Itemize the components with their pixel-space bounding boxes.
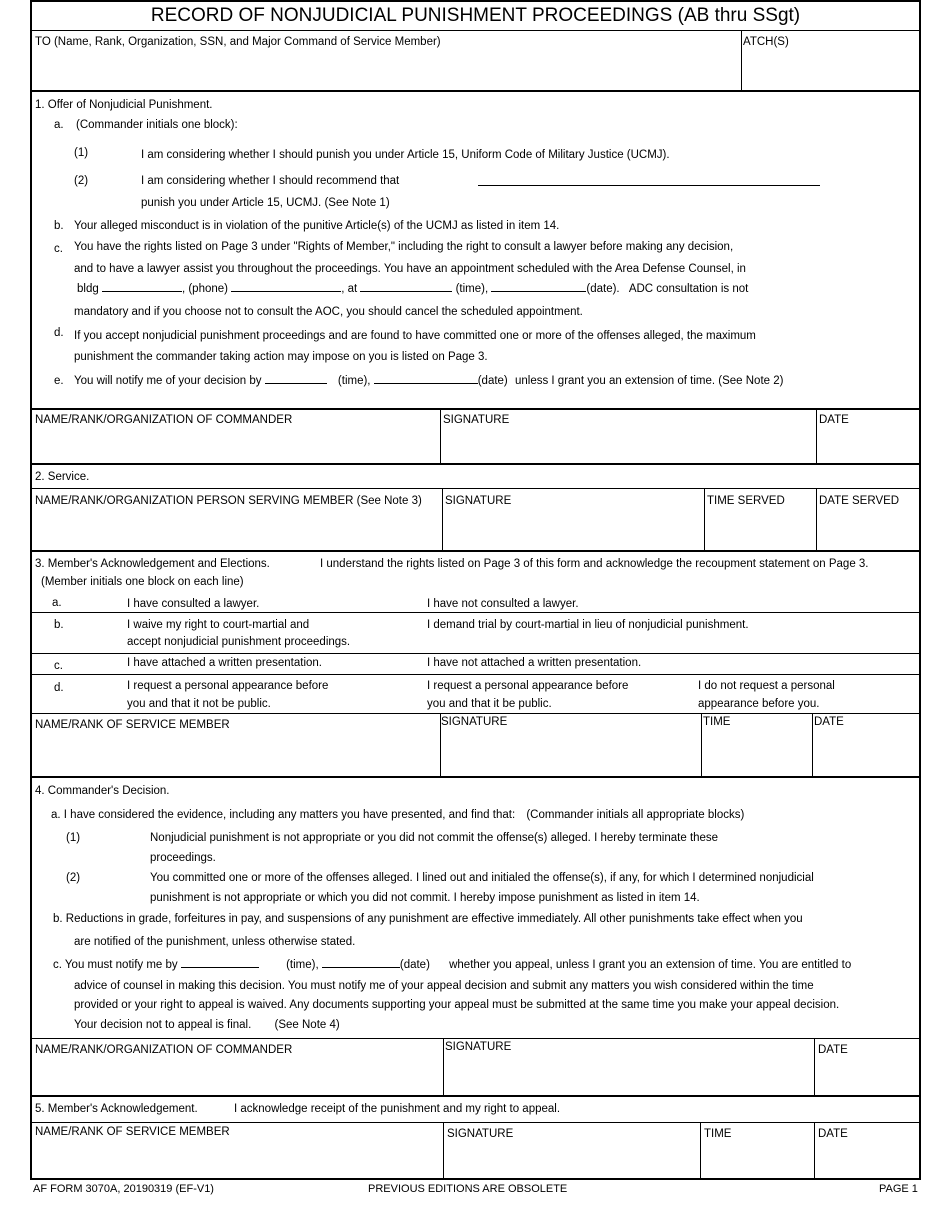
- s1-a-text: (Commander initials one block):: [76, 119, 238, 131]
- recommend-to-field[interactable]: [478, 185, 820, 186]
- appeal-time-field[interactable]: [181, 957, 259, 968]
- atch-label: ATCH(S): [743, 36, 789, 48]
- divider: [816, 409, 817, 464]
- member-time-field[interactable]: [704, 736, 809, 772]
- s3-initials-text: (Member initials one block on each line): [41, 576, 244, 588]
- s4-2-line2: punishment is not appropriate or which you did not commit. I hereby impose punishment as listed in item 14.: [150, 892, 700, 904]
- obsolete-notice: PREVIOUS EDITIONS ARE OBSOLETE: [368, 1183, 568, 1195]
- divider: [32, 550, 919, 552]
- s4-b-line2: are notified of the punishment, unless otherwise stated.: [74, 936, 356, 948]
- divider: [443, 1122, 444, 1180]
- s4-1-number: (1): [66, 832, 81, 844]
- s1-d-letter: d.: [54, 327, 64, 339]
- phone-label: , (phone): [181, 283, 228, 295]
- form-page: [30, 0, 921, 1180]
- date-served-field[interactable]: [819, 512, 917, 546]
- divider: [812, 713, 813, 776]
- divider: [814, 1122, 815, 1180]
- divider: [442, 488, 443, 550]
- s4-c-time-label: (time),: [286, 959, 319, 971]
- commander-signature-field[interactable]: [443, 430, 813, 460]
- waive-line1: I waive my right to court-martial and: [127, 619, 310, 631]
- s4-c-text-cont: whether you appeal, unless I grant you an extension of time. You are entitled to: [449, 959, 852, 971]
- consulted-lawyer-option[interactable]: I have consulted a lawyer.: [127, 598, 260, 610]
- s1-1-text: I am considering whether I should punish you under Article 15, Uniform Code of Military Justice (UCMJ).: [141, 149, 670, 161]
- s4-b-line1: b. Reductions in grade, forfeitures in pay, and suspensions of any punishment are effective immediately. All other punishments take effect when you: [53, 913, 803, 925]
- at-label: , at: [341, 283, 358, 295]
- s1-d-line2: punishment the commander taking action may impose on you is listed on Page 3.: [74, 351, 488, 363]
- s4-c-line2: advice of counsel in making this decision. You must notify me of your appeal decision and submit any matters you wish considered within the time: [74, 980, 814, 992]
- s4-c-line3: provided or your right to appeal is waived. Any documents supporting your appeal must be submitted at the same time you make your appeal decision.: [74, 999, 840, 1011]
- waive-line2: accept nonjudicial punishment proceedings.: [127, 636, 351, 648]
- divider: [741, 30, 742, 91]
- section-4-heading: 4. Commander's Decision.: [35, 785, 170, 797]
- time-served-field[interactable]: [707, 512, 812, 546]
- divider: [700, 1122, 701, 1180]
- appt-time-field[interactable]: [360, 281, 452, 292]
- s3-c-letter: c.: [54, 660, 63, 672]
- section-5-heading: 5. Member's Acknowledgement.: [35, 1103, 198, 1115]
- s4-2-number: (2): [66, 872, 81, 884]
- s3-a-letter: a.: [52, 597, 62, 609]
- e-date-label: (date): [477, 375, 508, 387]
- date-label: DATE: [818, 1128, 848, 1140]
- ack-signature-field[interactable]: [447, 1144, 697, 1176]
- adc-text: ADC consultation is not: [628, 283, 749, 295]
- commander-label: NAME/RANK/ORGANIZATION OF COMMANDER: [35, 1044, 293, 1056]
- signature-label: SIGNATURE: [447, 1128, 514, 1140]
- divider: [32, 674, 919, 675]
- divider: [32, 1038, 919, 1039]
- decision-commander-field[interactable]: [35, 1060, 435, 1091]
- time-label: (time),: [455, 283, 489, 295]
- e-text: You will notify me of your decision by: [74, 375, 262, 387]
- s1-b-text: Your alleged misconduct is in violation of the punitive Article(s) of the UCMJ as listed in item 14.: [74, 220, 560, 232]
- divider: [32, 776, 919, 778]
- divider: [816, 488, 817, 550]
- atch-field[interactable]: [744, 52, 916, 88]
- divider: [32, 1122, 919, 1123]
- divider: [701, 713, 702, 776]
- s1-b-letter: b.: [54, 220, 64, 232]
- to-label: TO (Name, Rank, Organization, SSN, and Major Command of Service Member): [35, 36, 441, 48]
- person-serving-field[interactable]: [35, 512, 435, 546]
- service-member-label: NAME/RANK OF SERVICE MEMBER: [35, 1126, 230, 1138]
- commander-label: NAME/RANK/ORGANIZATION OF COMMANDER: [35, 414, 293, 426]
- s3-b-letter: b.: [54, 619, 64, 631]
- private-appearance-line2: you and that it not be public.: [127, 698, 271, 710]
- time-label: TIME: [704, 1128, 732, 1140]
- divider: [443, 1038, 444, 1095]
- signature-label: SIGNATURE: [445, 1041, 512, 1053]
- commander-field[interactable]: [35, 430, 435, 460]
- divider: [32, 612, 919, 613]
- s4-c-final: Your decision not to appeal is final.: [74, 1019, 252, 1031]
- s4-c-line1: [53, 957, 851, 972]
- decision-date-field[interactable]: [818, 1060, 917, 1091]
- no-appearance-line2: appearance before you.: [698, 698, 820, 710]
- decision-date-field[interactable]: [374, 373, 478, 384]
- s1-1-number: (1): [74, 147, 89, 159]
- s4-2-line1: You committed one or more of the offenses alleged. I lined out and initialed the offense(s), if any, for which I determined nonjudicial: [150, 872, 814, 884]
- time-served-label: TIME SERVED: [707, 495, 785, 507]
- divider: [32, 653, 919, 654]
- divider: [32, 90, 919, 92]
- to-field[interactable]: [35, 52, 735, 88]
- s5-ack-text: I acknowledge receipt of the punishment and my right to appeal.: [234, 1103, 561, 1115]
- divider: [32, 488, 919, 489]
- s1-2-text-cont: punish you under Article 15, UCMJ. (See Note 1): [141, 197, 390, 209]
- s4-1-line2: proceedings.: [150, 852, 216, 864]
- phone-field[interactable]: [231, 281, 341, 292]
- bldg-label: bldg: [77, 283, 99, 295]
- s1-c-line4: mandatory and if you choose not to consult the AOC, you should cancel the scheduled appointment.: [74, 306, 583, 318]
- s4-a-text: [51, 808, 744, 822]
- public-appearance-line2: you and that it be public.: [427, 698, 552, 710]
- date-label: DATE: [819, 414, 849, 426]
- date-label: DATE: [818, 1044, 848, 1056]
- not-consulted-lawyer-option[interactable]: I have not consulted a lawyer.: [427, 598, 579, 610]
- divider: [704, 488, 705, 550]
- appeal-date-field[interactable]: [322, 957, 400, 968]
- public-appearance-line1: I request a personal appearance before: [427, 680, 629, 692]
- ack-member-field[interactable]: [35, 1144, 435, 1176]
- s4-c-note: (See Note 4): [274, 1019, 340, 1031]
- e-text-cont: unless I grant you an extension of time. (See Note 2): [514, 375, 784, 387]
- s1-a-letter: a.: [54, 119, 64, 131]
- divider: [440, 409, 441, 464]
- s1-c-line3: [77, 281, 748, 296]
- service-member-field[interactable]: [35, 736, 435, 772]
- signature-label: SIGNATURE: [443, 414, 510, 426]
- s4-a-main: a. I have considered the evidence, including any matters you have presented, and find that:: [51, 809, 516, 821]
- divider: [814, 1038, 815, 1095]
- s3-d-letter: d.: [54, 682, 64, 694]
- decision-time-field[interactable]: [265, 373, 327, 384]
- service-member-label: NAME/RANK OF SERVICE MEMBER: [35, 719, 230, 731]
- person-serving-label: NAME/RANK/ORGANIZATION PERSON SERVING MEMBER (See Note 3): [35, 495, 422, 507]
- s3-understand-text: I understand the rights listed on Page 3 of this form and acknowledge the recoupment statement on Page 3.: [320, 558, 869, 570]
- decision-signature-field[interactable]: [446, 1060, 810, 1091]
- date-served-label: DATE SERVED: [819, 495, 900, 507]
- s4-c-line4: [74, 1018, 340, 1032]
- s4-c-text: c. You must notify me by: [53, 959, 178, 971]
- commander-date-field[interactable]: [819, 430, 917, 460]
- divider: [32, 713, 919, 714]
- appt-date-field[interactable]: [491, 281, 586, 292]
- s1-d-line1: If you accept nonjudicial punishment proceedings and are found to have committed one or more of the offenses alleged, the maximum: [74, 330, 756, 342]
- divider: [32, 463, 919, 465]
- divider: [32, 408, 919, 410]
- s4-c-date-label: (date): [399, 959, 430, 971]
- date-label: DATE: [814, 716, 844, 728]
- signature-label: SIGNATURE: [445, 495, 512, 507]
- s1-e-letter: e.: [54, 375, 64, 387]
- demand-trial-option[interactable]: I demand trial by court-martial in lieu of nonjudicial punishment.: [427, 619, 749, 631]
- member-date-field[interactable]: [815, 736, 917, 772]
- ack-date-field[interactable]: [818, 1144, 917, 1176]
- s1-c-letter: c.: [54, 243, 63, 255]
- not-attached-presentation-option[interactable]: I have not attached a written presentation.: [427, 657, 642, 669]
- form-id: AF FORM 3070A, 20190319 (EF-V1): [33, 1183, 214, 1195]
- no-appearance-line1: I do not request a personal: [698, 680, 835, 692]
- section-1-heading: 1. Offer of Nonjudicial Punishment.: [35, 99, 213, 111]
- bldg-field[interactable]: [102, 281, 182, 292]
- s1-2-number: (2): [74, 175, 89, 187]
- page-number: PAGE 1: [879, 1183, 918, 1195]
- member-signature-field[interactable]: [443, 736, 698, 772]
- divider: [32, 30, 919, 31]
- e-time-label: (time),: [337, 375, 371, 387]
- s1-2-text: I am considering whether I should recommend that: [141, 175, 400, 187]
- s1-e-line: [74, 373, 783, 388]
- ack-time-field[interactable]: [704, 1144, 810, 1176]
- attached-presentation-option[interactable]: I have attached a written presentation.: [127, 657, 322, 669]
- form-title: RECORD OF NONJUDICIAL PUNISHMENT PROCEEDINGS (AB thru SSgt): [150, 5, 801, 26]
- time-label: TIME: [703, 716, 731, 728]
- signature-label: SIGNATURE: [441, 716, 508, 728]
- section-3-heading: 3. Member's Acknowledgement and Elections.: [35, 558, 270, 570]
- s1-c-line2: and to have a lawyer assist you throughout the proceedings. You have an appointment scheduled with the Area Defense Counsel, in: [74, 263, 746, 275]
- s4-1-line1: Nonjudicial punishment is not appropriate or you did not commit the offense(s) alleged. I hereby terminate these: [150, 832, 719, 844]
- s4-a-note: (Commander initials all appropriate blocks): [526, 809, 745, 821]
- s1-c-line1: You have the rights listed on Page 3 under "Rights of Member," including the right to consult a lawyer before making any decision,: [74, 241, 734, 253]
- divider: [32, 1095, 919, 1097]
- server-signature-field[interactable]: [445, 512, 700, 546]
- date-label: (date).: [586, 283, 620, 295]
- section-2-heading: 2. Service.: [35, 471, 90, 483]
- private-appearance-line1: I request a personal appearance before: [127, 680, 329, 692]
